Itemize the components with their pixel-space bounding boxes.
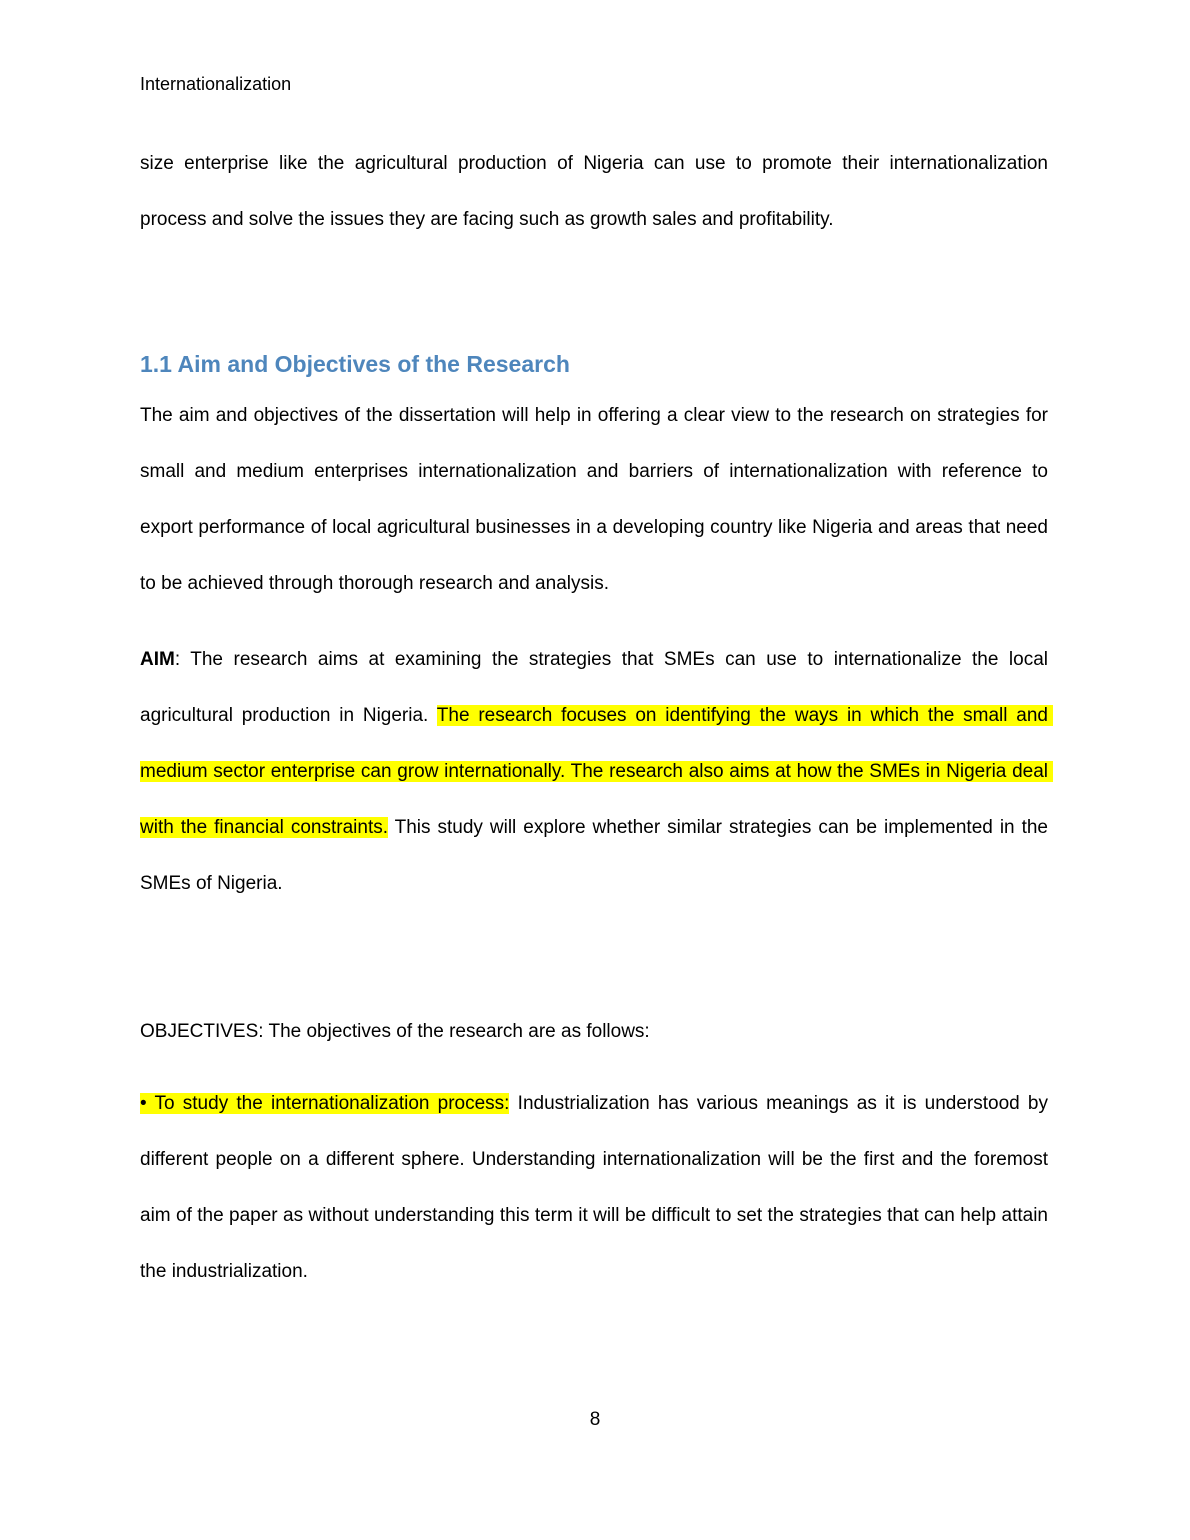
page-number: 8 (589, 1409, 601, 1430)
running-header: Internationalization (140, 74, 292, 94)
paragraph-aim-objectives-intro: The aim and objectives of the dissertation will help in offering a clear view to the research on strategies for small and medium enterprises internationalization and barriers of internationalization with reference to export performance of local agricultural businesses in a developing country like Nigeria and areas that need to be achieved through thorough research and analysis. (140, 405, 1054, 594)
paragraph-aim: AIM: The research aims at examining the strategies that SMEs can use to internationalize the local agricultural production in Nigeria. The research focuses on identifying the ways in which the small and medium sector enterprise can grow internationally. The research also aims at how the SMEs in Nigeria deal with the financial constraints. This study will explore whether similar strategies can be implemented in the SMEs of Nigeria. (140, 649, 1054, 894)
section-heading: 1.1 Aim and Objectives of the Research (140, 351, 570, 377)
paragraph-objective-1: • To study the internationalization process: Industrialization has various meanings as it is understood by different people on a different sphere. Understanding internationalization will be the first and the foremost aim of the paper as without understanding this term it will be difficult to set the strategies that can help attain the industrialization. (140, 1093, 1054, 1282)
paragraph-intro: size enterprise like the agricultural production of Nigeria can use to promote their internationalization process and solve the issues they are facing such as growth sales and profitability. (140, 153, 1054, 230)
paragraph-objectives-lead: OBJECTIVES: The objectives of the research are as follows: (140, 1021, 650, 1042)
